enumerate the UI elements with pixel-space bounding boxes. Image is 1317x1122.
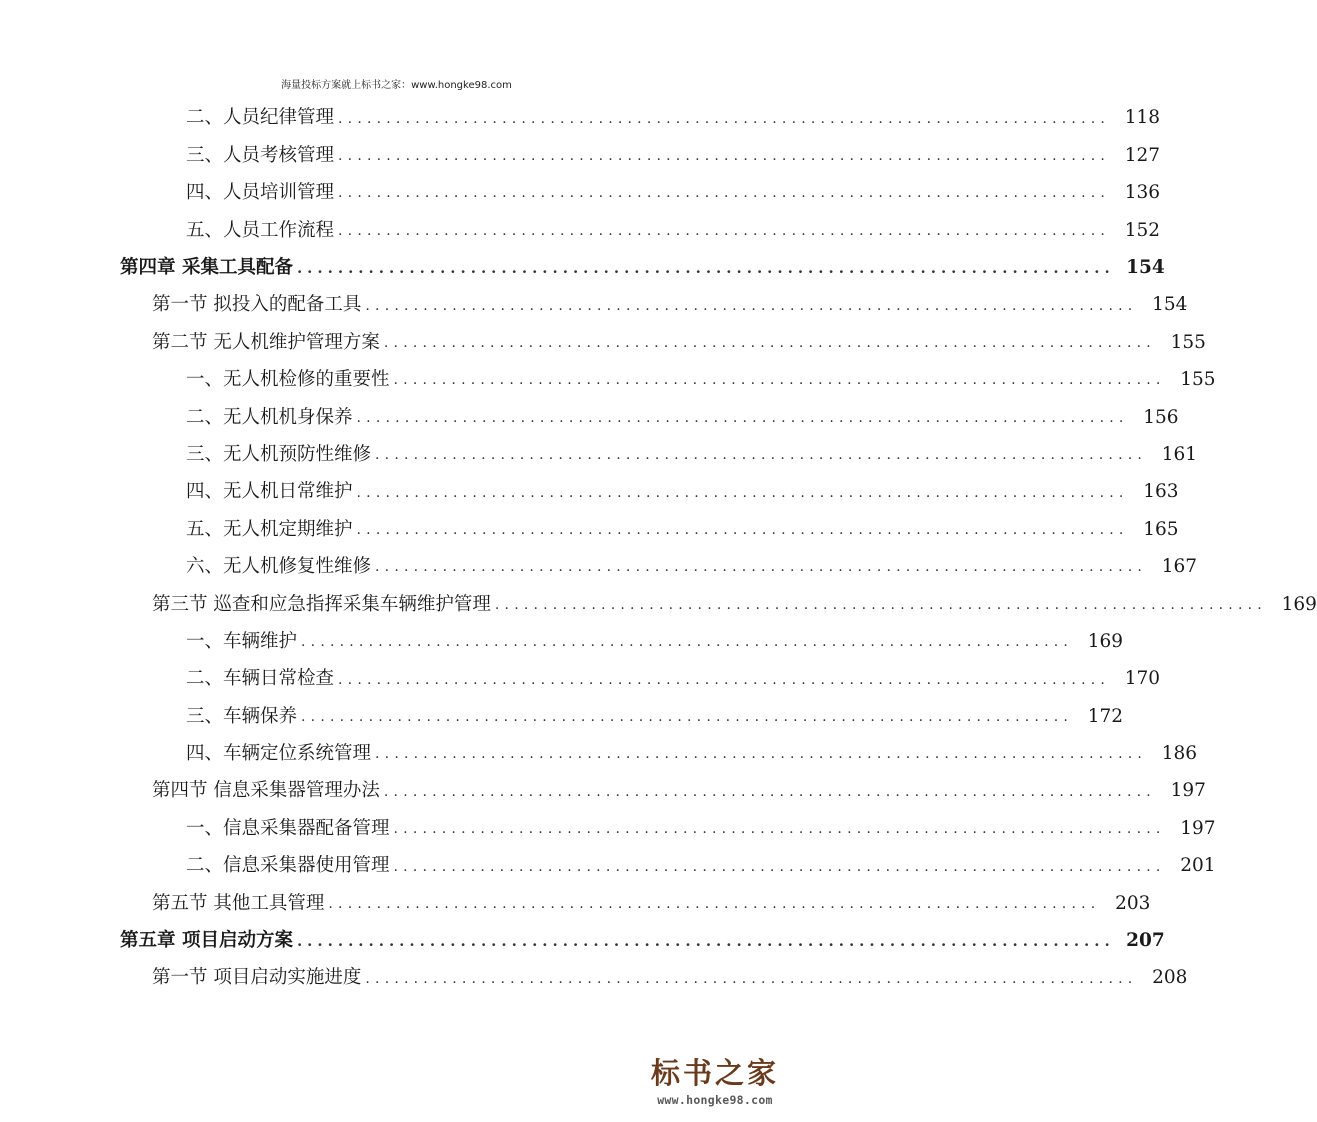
toc-dot-leader: ................................................................................ bbox=[296, 931, 1115, 950]
toc-subsection-entry bbox=[0, 848, 1216, 885]
toc-dot-leader: ................................................................................ bbox=[383, 335, 1156, 352]
toc-subsection-entry bbox=[0, 698, 1124, 735]
toc-dot-leader: ................................................................................ bbox=[296, 258, 1115, 277]
page-header: 海量投标方案就上标书之家：www.hongke98.com bbox=[281, 80, 512, 91]
toc-chapter-entry bbox=[0, 250, 1165, 287]
toc-entry-page-number: 136 bbox=[1124, 182, 1161, 204]
toc-entry-label: 第四节 信息采集器管理办法 bbox=[152, 780, 380, 802]
toc-entry-label: 四、无人机日常维护 bbox=[186, 481, 353, 503]
toc-dot-leader: ................................................................................ bbox=[365, 297, 1138, 314]
toc-entry-page-number: 165 bbox=[1143, 518, 1179, 540]
toc-entry-page-number: 163 bbox=[1143, 481, 1179, 503]
toc-subsection-entry bbox=[0, 474, 1179, 511]
toc-subsection-entry bbox=[0, 212, 1161, 249]
toc-entry-page-number: 152 bbox=[1124, 219, 1161, 241]
toc-section-entry bbox=[0, 885, 1151, 922]
toc-entry-label: 五、人员工作流程 bbox=[186, 219, 335, 241]
logo-url: www.hongke98.com bbox=[657, 1092, 773, 1107]
toc-entry-page-number: 186 bbox=[1161, 743, 1198, 765]
table-of-contents bbox=[0, 100, 1317, 997]
toc-entry-label: 第五章 项目启动方案 bbox=[120, 930, 293, 952]
toc-entry-label: 一、信息采集器配备管理 bbox=[186, 817, 390, 839]
toc-entry-label: 三、人员考核管理 bbox=[186, 144, 335, 166]
toc-subsection-entry bbox=[0, 399, 1179, 436]
toc-entry-page-number: 197 bbox=[1170, 780, 1206, 802]
toc-dot-leader: ................................................................................ bbox=[375, 559, 1148, 576]
toc-entry-page-number: 154 bbox=[1152, 294, 1188, 316]
toc-entry-page-number: 169 bbox=[1281, 593, 1317, 615]
toc-dot-leader: ................................................................................ bbox=[301, 708, 1074, 725]
toc-entry-page-number: 167 bbox=[1161, 556, 1198, 578]
toc-entry-page-number: 169 bbox=[1087, 630, 1124, 652]
toc-dot-leader: ................................................................................ bbox=[338, 148, 1111, 165]
toc-chapter-entry bbox=[0, 923, 1165, 960]
toc-dot-leader: ................................................................................ bbox=[328, 895, 1101, 912]
toc-dot-leader: ................................................................................ bbox=[301, 634, 1074, 651]
toc-entry-page-number: 127 bbox=[1124, 144, 1161, 166]
toc-subsection-entry bbox=[0, 137, 1161, 174]
toc-dot-leader: ................................................................................ bbox=[338, 110, 1111, 127]
toc-dot-leader: ................................................................................ bbox=[375, 447, 1148, 464]
toc-entry-label: 第五节 其他工具管理 bbox=[152, 892, 325, 914]
toc-entry-label: 二、人员纪律管理 bbox=[186, 107, 335, 129]
toc-dot-leader: ................................................................................ bbox=[393, 821, 1166, 838]
toc-subsection-entry bbox=[0, 661, 1161, 698]
toc-dot-leader: ................................................................................ bbox=[338, 671, 1111, 688]
toc-entry-page-number: 161 bbox=[1161, 443, 1198, 465]
toc-entry-label: 六、无人机修复性维修 bbox=[186, 556, 372, 578]
toc-subsection-entry bbox=[0, 362, 1216, 399]
toc-dot-leader: ................................................................................ bbox=[338, 222, 1111, 239]
toc-entry-label: 第一节 项目启动实施进度 bbox=[152, 967, 362, 989]
toc-entry-page-number: 203 bbox=[1115, 892, 1151, 914]
brand-logo bbox=[640, 1058, 790, 1107]
toc-entry-page-number: 170 bbox=[1124, 668, 1161, 690]
toc-subsection-entry bbox=[0, 549, 1198, 586]
toc-entry-page-number: 156 bbox=[1143, 406, 1179, 428]
toc-dot-leader: ................................................................................ bbox=[393, 372, 1166, 389]
toc-subsection-entry bbox=[0, 437, 1198, 474]
toc-entry-page-number: 154 bbox=[1126, 257, 1165, 278]
toc-entry-page-number: 118 bbox=[1124, 107, 1161, 129]
toc-subsection-entry bbox=[0, 175, 1161, 212]
toc-subsection-entry bbox=[0, 736, 1198, 773]
toc-section-entry bbox=[0, 773, 1206, 810]
toc-dot-leader: ................................................................................ bbox=[393, 858, 1166, 875]
toc-entry-label: 四、车辆定位系统管理 bbox=[186, 743, 372, 765]
toc-entry-label: 二、无人机机身保养 bbox=[186, 406, 353, 428]
toc-entry-page-number: 197 bbox=[1180, 817, 1216, 839]
toc-entry-page-number: 155 bbox=[1170, 331, 1206, 353]
toc-subsection-entry bbox=[0, 100, 1161, 137]
toc-entry-label: 第三节 巡查和应急指挥采集车辆维护管理 bbox=[152, 593, 491, 615]
toc-entry-label: 五、无人机定期维护 bbox=[186, 518, 353, 540]
toc-entry-label: 第二节 无人机维护管理方案 bbox=[152, 331, 380, 353]
toc-dot-leader: ................................................................................ bbox=[375, 746, 1148, 763]
toc-dot-leader: ................................................................................ bbox=[365, 970, 1138, 987]
toc-section-entry bbox=[0, 287, 1188, 324]
toc-subsection-entry bbox=[0, 623, 1124, 660]
toc-subsection-entry bbox=[0, 511, 1179, 548]
toc-entry-page-number: 201 bbox=[1180, 855, 1216, 877]
toc-entry-page-number: 155 bbox=[1180, 369, 1216, 391]
toc-dot-leader: ................................................................................ bbox=[356, 409, 1129, 426]
toc-subsection-entry bbox=[0, 810, 1216, 847]
toc-entry-label: 一、无人机检修的重要性 bbox=[186, 369, 390, 391]
toc-dot-leader: ................................................................................ bbox=[356, 521, 1129, 538]
toc-entry-label: 四、人员培训管理 bbox=[186, 182, 335, 204]
toc-entry-page-number: 208 bbox=[1152, 967, 1188, 989]
toc-entry-label: 二、信息采集器使用管理 bbox=[186, 855, 390, 877]
toc-dot-leader: ................................................................................ bbox=[494, 596, 1267, 613]
toc-entry-page-number: 172 bbox=[1087, 705, 1124, 727]
toc-entry-label: 三、车辆保养 bbox=[186, 705, 298, 727]
toc-dot-leader: ................................................................................ bbox=[356, 484, 1129, 501]
toc-section-entry bbox=[0, 324, 1206, 361]
toc-entry-page-number: 207 bbox=[1126, 930, 1165, 952]
toc-section-entry bbox=[0, 586, 1317, 623]
toc-entry-label: 二、车辆日常检查 bbox=[186, 668, 335, 690]
toc-entry-label: 三、无人机预防性维修 bbox=[186, 443, 372, 465]
toc-entry-label: 第四章 采集工具配备 bbox=[120, 257, 293, 278]
logo-text: 标书之家 bbox=[650, 1056, 779, 1090]
toc-entry-label: 第一节 拟投入的配备工具 bbox=[152, 294, 362, 316]
toc-section-entry bbox=[0, 960, 1188, 997]
toc-entry-label: 一、车辆维护 bbox=[186, 630, 298, 652]
toc-dot-leader: ................................................................................ bbox=[338, 185, 1111, 202]
toc-dot-leader: ................................................................................ bbox=[383, 783, 1156, 800]
